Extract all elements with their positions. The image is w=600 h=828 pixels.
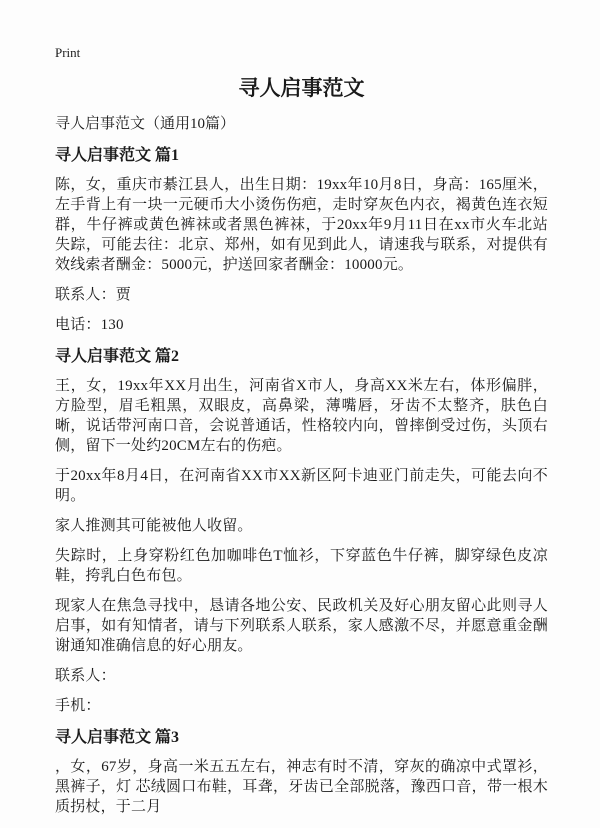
section1-phone-line: 电话：130 xyxy=(55,317,124,333)
section3-paragraph-description: ，女，67岁，身高一米五五左右，神志有时不清，穿灰的确凉中式罩衫，黑裤子，灯 芯绒圆口布鞋，耳聋，牙齿已全部脱落，豫西口音，带一根木质拐杖，于二月 xyxy=(55,759,548,815)
section1-contact-line: 联系人：贾 xyxy=(55,287,132,303)
section2-paragraph-speculation: 家人推测其可能被他人收留。 xyxy=(55,518,253,534)
section-heading-1: 寻人启事范文 篇1 xyxy=(55,147,180,164)
page-title: 寻人启事范文 xyxy=(238,76,365,100)
section2-paragraph-description: 王，女，19xx年XX月出生，河南省X市人，身高XX米左右，体形偏胖，方脸型，眉毛粗黑，双眼皮，高鼻梁，薄嘴唇，牙齿不太整齐，肤色白晰，说话带河南口音，会说普通话，性格较内向，曾摔倒受过伤，头顶右侧，留下一处约20CM左右的伤疤。 xyxy=(55,378,548,454)
section-heading-2: 寻人启事范文 篇2 xyxy=(55,348,180,365)
section2-paragraph-clothing: 失踪时，上身穿粉红色加咖啡色T恤衫，下穿蓝色牛仔裤，脚穿绿色皮凉鞋，挎乳白色布包。 xyxy=(55,548,548,584)
section1-paragraph-description: 陈，女，重庆市綦江县人，出生日期：19xx年10月8日，身高：165厘米，左手背上有一块一元硬币大小烫伤伤疤，走时穿灰色内衣，褐黄色连衣短群，牛仔裤或黄色裤袜或者黑色裤袜，于20xx年9月11日在xx市火车北站失踪，可能去往：北京、郑州，如有见到此人，请速我与联系，对提供有效线索者酬金：5000元，护送回家者酬金：10000元。 xyxy=(55,177,548,273)
section-heading-3: 寻人启事范文 篇3 xyxy=(55,729,180,746)
section2-contact-line: 联系人： xyxy=(55,668,116,684)
section2-paragraph-appeal: 现家人在焦急寻找中，恳请各地公安、民政机关及好心朋友留心此则寻人启事，如有知情者，请与下列联系人联系，家人感激不尽，并愿意重金酬谢通知准确信息的好心朋友。 xyxy=(55,598,548,654)
section2-paragraph-lost-location: 于20xx年8月4日，在河南省XX市XX新区阿卡迪亚门前走失，可能去向不明。 xyxy=(55,468,548,504)
print-link[interactable]: Print xyxy=(55,45,81,60)
section2-mobile-line: 手机： xyxy=(55,698,101,714)
document-subtitle: 寻人启事范文（通用10篇） xyxy=(55,116,236,132)
